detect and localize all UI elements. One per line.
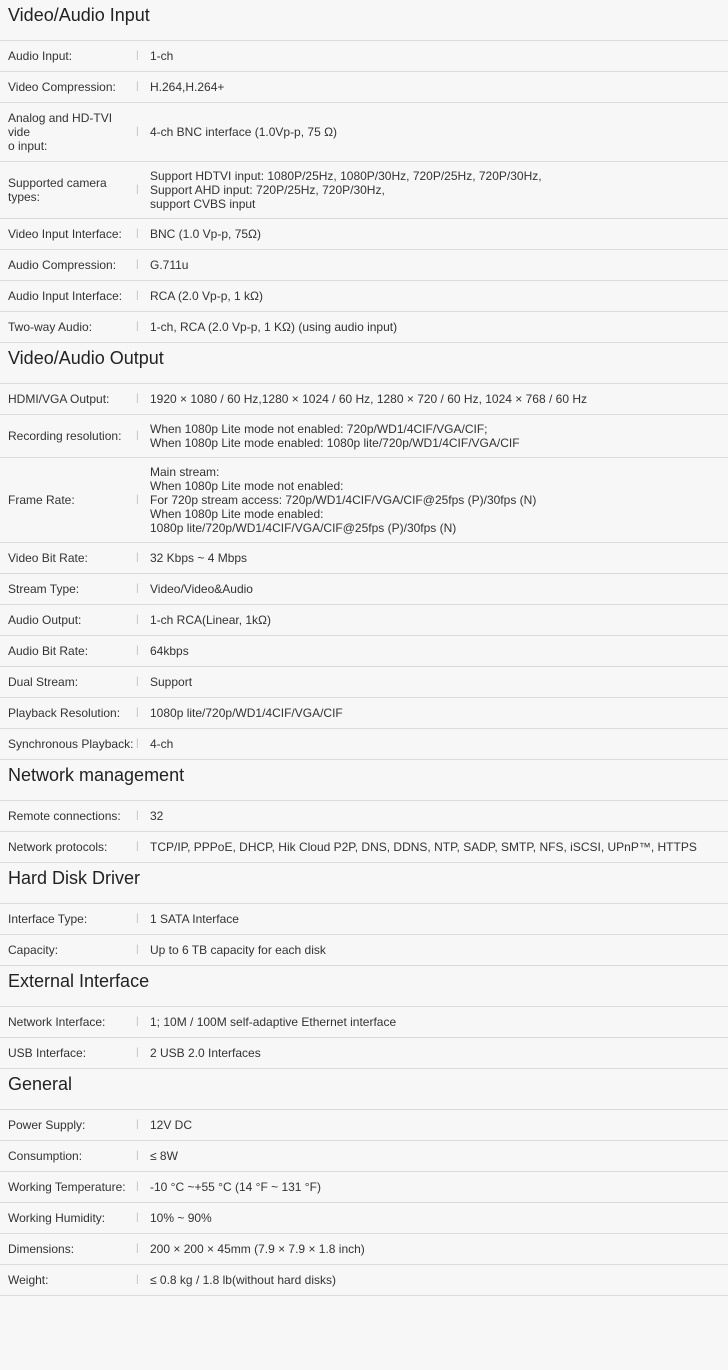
spec-row bbox=[0, 698, 728, 729]
spec-row bbox=[0, 162, 728, 219]
spec-row bbox=[0, 103, 728, 162]
spec-value: 64kbps bbox=[150, 644, 189, 658]
section-title: Video/Audio Output bbox=[0, 343, 728, 384]
spec-value: ≤ 8W bbox=[150, 1149, 178, 1163]
spec-separator: | bbox=[136, 494, 139, 505]
spec-label: Working Temperature: bbox=[8, 1180, 126, 1194]
spec-value: RCA (2.0 Vp-p, 1 kΩ) bbox=[150, 289, 264, 303]
spec-row bbox=[0, 904, 728, 935]
spec-value: 1-ch, RCA (2.0 Vp-p, 1 KΩ) (using audio input) bbox=[150, 320, 398, 334]
spec-value: G.711u bbox=[150, 258, 189, 272]
spec-row bbox=[0, 415, 728, 458]
spec-row bbox=[0, 605, 728, 636]
spec-row bbox=[0, 1265, 728, 1296]
section-general bbox=[0, 1069, 728, 1296]
spec-label: Power Supply: bbox=[8, 1118, 86, 1132]
spec-value: 1080p lite/720p/WD1/4CIF/VGA/CIF bbox=[150, 706, 343, 720]
spec-separator: | bbox=[136, 393, 139, 404]
spec-separator: | bbox=[136, 810, 139, 821]
spec-value: 4-ch BNC interface (1.0Vp-p, 75 Ω) bbox=[150, 125, 338, 139]
spec-label: Audio Output: bbox=[8, 613, 82, 627]
spec-separator: | bbox=[136, 841, 139, 852]
spec-label: Two-way Audio: bbox=[8, 320, 93, 334]
spec-row bbox=[0, 1038, 728, 1069]
spec-row bbox=[0, 801, 728, 832]
spec-separator: | bbox=[136, 913, 139, 924]
spec-separator: | bbox=[136, 321, 139, 332]
spec-label: Interface Type: bbox=[8, 912, 88, 926]
spec-row bbox=[0, 219, 728, 250]
spec-separator: | bbox=[136, 1181, 139, 1192]
spec-value: Support bbox=[150, 675, 193, 689]
spec-separator: | bbox=[136, 707, 139, 718]
spec-value: ≤ 0.8 kg / 1.8 lb(without hard disks) bbox=[150, 1273, 337, 1287]
spec-label: Stream Type: bbox=[8, 582, 80, 596]
spec-row bbox=[0, 667, 728, 698]
spec-row bbox=[0, 458, 728, 543]
spec-separator: | bbox=[136, 614, 139, 625]
spec-row bbox=[0, 312, 728, 343]
spec-separator: | bbox=[136, 1016, 139, 1027]
section-network-management bbox=[0, 760, 728, 863]
spec-row bbox=[0, 1007, 728, 1038]
spec-value: 1-ch bbox=[150, 49, 174, 63]
spec-row bbox=[0, 1110, 728, 1141]
spec-separator: | bbox=[136, 944, 139, 955]
spec-separator: | bbox=[136, 645, 139, 656]
spec-label: Network Interface: bbox=[8, 1015, 106, 1029]
spec-value: Main stream: When 1080p Lite mode not enabled: For 720p stream access: 720p/WD1/4CIF/VGA/CIF@25fps (P)/30fps (N) When 1080p Lite mode enabled: 1080p lite/720p/WD1/4CIF/VGA/CIF@25fps (P)/30fps (N) bbox=[150, 465, 537, 535]
spec-value: H.264,H.264+ bbox=[150, 80, 225, 94]
section-external-interface bbox=[0, 966, 728, 1069]
spec-value: 32 Kbps ~ 4 Mbps bbox=[150, 551, 248, 565]
section-title: External Interface bbox=[0, 966, 728, 1007]
spec-separator: | bbox=[136, 1212, 139, 1223]
spec-row bbox=[0, 543, 728, 574]
spec-value: 1; 10M / 100M self-adaptive Ethernet interface bbox=[150, 1015, 397, 1029]
spec-value: Up to 6 TB capacity for each disk bbox=[150, 943, 326, 957]
spec-label: Remote connections: bbox=[8, 809, 121, 823]
spec-separator: | bbox=[136, 583, 139, 594]
spec-row bbox=[0, 281, 728, 312]
spec-row bbox=[0, 384, 728, 415]
spec-label: Recording resolution: bbox=[8, 429, 122, 443]
spec-value: BNC (1.0 Vp-p, 75Ω) bbox=[150, 227, 262, 241]
spec-label: Audio Input: bbox=[8, 49, 73, 63]
spec-row bbox=[0, 832, 728, 863]
spec-value: Support HDTVI input: 1080P/25Hz, 1080P/30Hz, 720P/25Hz, 720P/30Hz, Support AHD input: 720P/25Hz, 720P/30Hz, support CVBS input bbox=[150, 169, 542, 211]
spec-label: Weight: bbox=[8, 1273, 49, 1287]
spec-label: Analog and HD-TVI vide o input: bbox=[8, 111, 113, 153]
spec-separator: | bbox=[136, 184, 139, 195]
spec-label: Synchronous Playback: bbox=[8, 737, 134, 751]
spec-separator: | bbox=[136, 1243, 139, 1254]
spec-label: Frame Rate: bbox=[8, 493, 75, 507]
spec-label: Dual Stream: bbox=[8, 675, 79, 689]
spec-separator: | bbox=[136, 552, 139, 563]
section-video-audio-output bbox=[0, 343, 728, 760]
spec-value: 1920 × 1080 / 60 Hz,1280 × 1024 / 60 Hz, 1280 × 720 / 60 Hz, 1024 × 768 / 60 Hz bbox=[150, 392, 587, 406]
spec-label: Network protocols: bbox=[8, 840, 108, 854]
spec-row bbox=[0, 41, 728, 72]
spec-label: Dimensions: bbox=[8, 1242, 75, 1256]
spec-value: 4-ch bbox=[150, 737, 174, 751]
spec-label: Video Input Interface: bbox=[8, 227, 122, 241]
spec-label: HDMI/VGA Output: bbox=[8, 392, 110, 406]
spec-row bbox=[0, 1141, 728, 1172]
spec-value: 12V DC bbox=[150, 1118, 193, 1132]
spec-separator: | bbox=[136, 430, 139, 441]
section-title: Video/Audio Input bbox=[0, 0, 728, 41]
spec-label: Playback Resolution: bbox=[8, 706, 121, 720]
spec-row bbox=[0, 636, 728, 667]
spec-value: When 1080p Lite mode not enabled: 720p/WD1/4CIF/VGA/CIF; When 1080p Lite mode enabled: 1080p lite/720p/WD1/4CIF/VGA/CIF bbox=[150, 422, 520, 450]
section-title: Network management bbox=[0, 760, 728, 801]
spec-label: Supported camera types: bbox=[8, 176, 107, 204]
spec-value: 32 bbox=[150, 809, 164, 823]
spec-separator: | bbox=[136, 1274, 139, 1285]
spec-row bbox=[0, 574, 728, 605]
spec-label: USB Interface: bbox=[8, 1046, 87, 1060]
spec-value: 200 × 200 × 45mm (7.9 × 7.9 × 1.8 inch) bbox=[150, 1242, 365, 1256]
spec-label: Audio Input Interface: bbox=[8, 289, 123, 303]
spec-label: Working Humidity: bbox=[8, 1211, 106, 1225]
spec-value: 1 SATA Interface bbox=[150, 912, 239, 926]
spec-value: 2 USB 2.0 Interfaces bbox=[150, 1046, 261, 1060]
spec-label: Video Bit Rate: bbox=[8, 551, 88, 565]
spec-label: Audio Compression: bbox=[8, 258, 117, 272]
spec-separator: | bbox=[136, 81, 139, 92]
section-title: General bbox=[0, 1069, 728, 1110]
spec-row bbox=[0, 250, 728, 281]
spec-separator: | bbox=[136, 290, 139, 301]
spec-separator: | bbox=[136, 259, 139, 270]
spec-separator: | bbox=[136, 1119, 139, 1130]
spec-separator: | bbox=[136, 738, 139, 749]
section-title: Hard Disk Driver bbox=[0, 863, 728, 904]
spec-separator: | bbox=[136, 676, 139, 687]
spec-value: Video/Video&Audio bbox=[150, 582, 253, 596]
spec-value: TCP/IP, PPPoE, DHCP, Hik Cloud P2P, DNS, DDNS, NTP, SADP, SMTP, NFS, iSCSI, UPnP™, HTTPS bbox=[150, 840, 697, 854]
spec-label: Capacity: bbox=[8, 943, 59, 957]
spec-separator: | bbox=[136, 50, 139, 61]
spec-label: Consumption: bbox=[8, 1149, 83, 1163]
spec-row bbox=[0, 935, 728, 966]
spec-separator: | bbox=[136, 228, 139, 239]
spec-separator: | bbox=[136, 126, 139, 137]
spec-row bbox=[0, 1203, 728, 1234]
spec-row bbox=[0, 729, 728, 760]
spec-row bbox=[0, 72, 728, 103]
spec-row bbox=[0, 1172, 728, 1203]
section-video-audio-input bbox=[0, 0, 728, 343]
spec-separator: | bbox=[136, 1047, 139, 1058]
spec-value: -10 °C ~+55 °C (14 °F ~ 131 °F) bbox=[150, 1180, 321, 1194]
spec-label: Video Compression: bbox=[8, 80, 116, 94]
spec-value: 10% ~ 90% bbox=[150, 1211, 212, 1225]
spec-value: 1-ch RCA(Linear, 1kΩ) bbox=[150, 613, 272, 627]
spec-row bbox=[0, 1234, 728, 1265]
spec-separator: | bbox=[136, 1150, 139, 1161]
spec-label: Audio Bit Rate: bbox=[8, 644, 89, 658]
section-hard-disk-driver bbox=[0, 863, 728, 966]
